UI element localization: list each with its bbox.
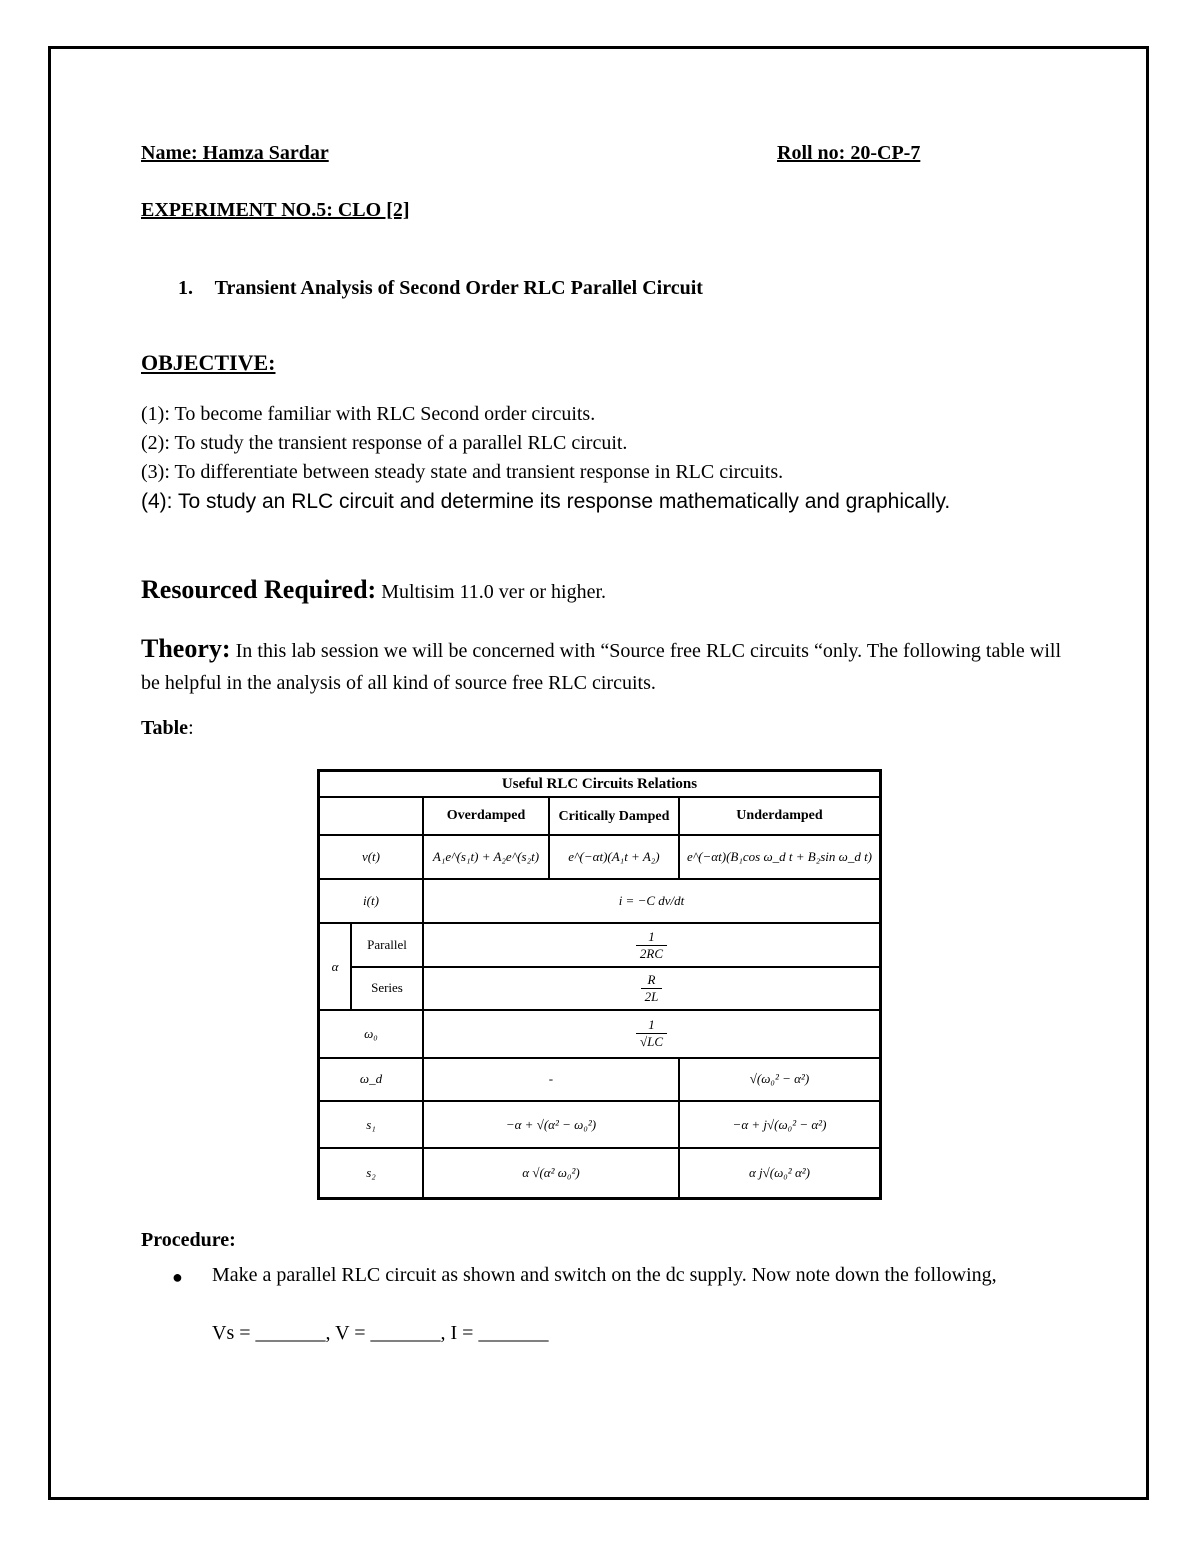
table-title: Useful RLC Circuits Relations (319, 771, 881, 798)
alpha-series-denominator: 2L (644, 988, 659, 1004)
header-critically-damped: Critically Damped (549, 797, 679, 835)
resources-text: Multisim 11.0 ver or higher. (376, 581, 606, 603)
resources-line (141, 575, 606, 605)
objective-item: (4): To study an RLC circuit and determine its response mathematically and graphically. (141, 490, 951, 513)
row-label-s1: s₁ (319, 1101, 423, 1148)
alpha-series-cell (423, 967, 881, 1010)
v-critically-damped: e^(−αt)(A₁t + A₂) (549, 835, 679, 879)
omegad-underdamped: √(ω₀² − α²) (679, 1058, 881, 1101)
student-name: Name: Hamza Sardar (141, 142, 329, 164)
theory-label: Theory: (141, 634, 231, 663)
row-label-omega0: ω₀ (319, 1010, 423, 1058)
alpha-series-numerator: R (641, 972, 663, 989)
theory-text: In this lab session we will be concerned with “Source free RLC circuits “only. The following table will be helpful in the analysis of all kind of source free RLC circuits. (141, 640, 1061, 694)
row-label-v: v(t) (319, 835, 423, 879)
omega0-cell (423, 1010, 881, 1058)
s2-underdamped: α j√(ω₀² α²) (679, 1148, 881, 1198)
procedure-step-text: Make a parallel RLC circuit as shown and switch on the dc supply. Now note down the following, (212, 1264, 997, 1286)
v-underdamped: e^(−αt)(B₁cos ω_d t + B₂sin ω_d t) (679, 835, 881, 879)
row-label-i: i(t) (319, 879, 423, 923)
objective-item: (3): To differentiate between steady state and transient response in RLC circuits. (141, 461, 784, 483)
table-label (141, 717, 194, 740)
omega0-numerator: 1 (636, 1017, 667, 1034)
section-title: Transient Analysis of Second Order RLC Parallel Circuit (214, 277, 703, 299)
section-number: 1. (178, 277, 193, 299)
objective-item: (1): To become familiar with RLC Second order circuits. (141, 403, 596, 425)
header-empty-cell (319, 797, 423, 835)
alpha-parallel-cell (423, 923, 881, 966)
s2-overdamped: α √(α² ω₀²) (423, 1148, 679, 1198)
alpha-series-fraction (641, 972, 663, 1005)
header-underdamped: Underdamped (679, 797, 881, 835)
v-overdamped: A₁e^(s₁t) + A₂e^(s₂t) (423, 835, 549, 879)
omegad-overdamped: - (423, 1058, 679, 1101)
row-label-s2: s₂ (319, 1148, 423, 1198)
objective-item: (2): To study the transient response of a parallel RLC circuit. (141, 432, 628, 454)
theory-paragraph (141, 633, 1061, 699)
omega0-fraction (636, 1017, 667, 1050)
rlc-relations-table (317, 769, 882, 1200)
s1-underdamped: −α + j√(ω₀² − α²) (679, 1101, 881, 1148)
objective-heading: OBJECTIVE: (141, 350, 276, 375)
alpha-parallel-fraction (636, 929, 667, 962)
row-label-omegad: ω_d (319, 1058, 423, 1101)
row-label-parallel: Parallel (351, 923, 423, 966)
table-label-colon: : (188, 717, 194, 739)
alpha-symbol: α (319, 923, 352, 1009)
alpha-parallel-numerator: 1 (636, 929, 667, 946)
alpha-parallel-denominator: 2RC (639, 945, 664, 961)
bullet-icon: ● (172, 1267, 183, 1287)
measurement-blanks: Vs = _______, V = _______, I = _______ (212, 1322, 549, 1344)
experiment-title: EXPERIMENT NO.5: CLO [2] (141, 199, 410, 221)
roll-number: Roll no: 20-CP-7 (777, 142, 921, 164)
omega0-denominator: √LC (639, 1034, 663, 1050)
table-label-text: Table (141, 717, 189, 739)
procedure-heading: Procedure: (141, 1229, 236, 1251)
i-expression: i = −C dv/dt (423, 879, 881, 923)
section-heading (178, 277, 703, 300)
row-label-series: Series (351, 967, 423, 1010)
resources-label: Resourced Required: (141, 575, 377, 604)
s1-overdamped: −α + √(α² − ω₀²) (423, 1101, 679, 1148)
header-overdamped: Overdamped (423, 797, 549, 835)
